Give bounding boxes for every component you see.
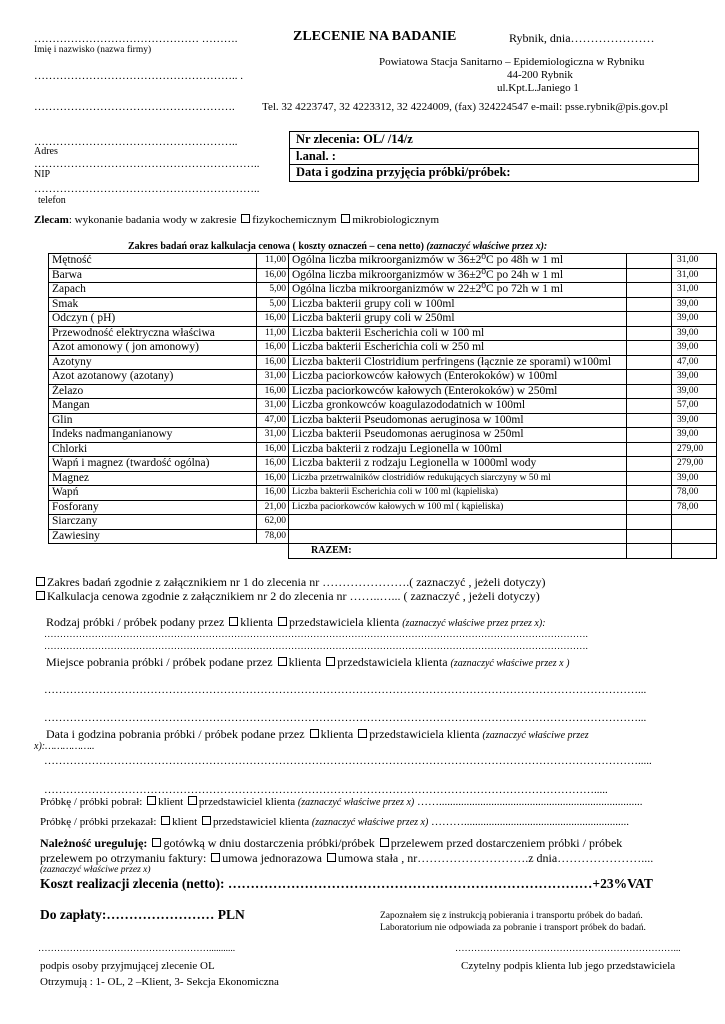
physchem-label: fizykochemicznym [252, 214, 337, 226]
company-dots-line[interactable]: ……………………………………………….. . [34, 70, 243, 82]
address-dots[interactable]: ……………………………………………….. [34, 136, 238, 148]
attachment-calc-checkbox[interactable] [36, 591, 45, 600]
sample-place-text: Miejsce pobrania próbki / próbek podane przez [46, 655, 273, 669]
price-physchem: 5,00 [257, 283, 289, 298]
test-name-microbio[interactable]: Ogólna liczba mikroorganizmów w 22±2⁰C po 72h w 1 ml [289, 283, 627, 298]
sample-date-note-2[interactable] [34, 741, 95, 752]
test-name-physchem[interactable]: Siarczany [49, 515, 257, 530]
name-label: Imię i nazwisko (nazwa firmy) [34, 45, 152, 55]
sample-taken-note: (zaznaczyć właściwe przez x) [297, 797, 415, 808]
test-name-microbio[interactable]: Liczba bakterii Escherichia coli w 100 ml [289, 326, 627, 341]
price-physchem: 16,00 [257, 384, 289, 399]
sample-handed-line [40, 816, 629, 828]
sample-taken-rep-checkbox[interactable] [188, 796, 197, 805]
table-row [49, 500, 717, 515]
order-box [289, 131, 699, 182]
sample-place-client-label: klienta [288, 655, 322, 669]
payment-invoice-text: przelewem po otrzymaniu faktury: [40, 851, 207, 865]
price-physchem: 31,00 [257, 399, 289, 414]
sample-taken-dots[interactable]: …….......................................................................... [417, 796, 643, 808]
price-physchem: 5,00 [257, 297, 289, 312]
sample-date-client-checkbox[interactable] [310, 729, 319, 738]
sample-place-client-checkbox[interactable] [278, 657, 287, 666]
price-physchem: 31,00 [257, 428, 289, 443]
mark-cell[interactable] [627, 370, 672, 385]
sample-date-dots-1[interactable]: ………………………………………………………………………………………………………………………………………………..... [44, 755, 652, 767]
price-microbio: 39,00 [672, 297, 717, 312]
table-row [49, 529, 717, 544]
phone-dots[interactable]: …………………………………………………….. [34, 183, 260, 195]
table-row [49, 268, 717, 283]
price-physchem: 11,00 [257, 254, 289, 269]
institution-contacts: Tel. 32 4223747, 32 4223312, 32 4224009, (fax) 324224547 e-mail: psse.rybnik@pis.gov.pl [262, 101, 669, 113]
mark-cell[interactable] [627, 268, 672, 283]
price-microbio: 31,00 [672, 283, 717, 298]
payment-single-label: umowa jednorazowa [222, 851, 322, 865]
test-name-microbio[interactable] [289, 515, 627, 530]
mark-cell[interactable] [627, 471, 672, 486]
payment-cash-checkbox[interactable] [152, 838, 161, 847]
price-physchem: 16,00 [257, 312, 289, 327]
test-name-microbio[interactable]: Liczba bakterii grupy coli w 250ml [289, 312, 627, 327]
tests-table [48, 253, 717, 559]
sample-date-line [46, 727, 589, 742]
price-physchem: 16,00 [257, 457, 289, 472]
payment-transfer-label: przelewem przed dostarczeniem próbki / próbek [390, 836, 623, 850]
table-row [49, 254, 717, 269]
price-microbio [672, 529, 717, 544]
mark-cell[interactable] [627, 428, 672, 443]
price-microbio: 39,00 [672, 384, 717, 399]
table-row [49, 442, 717, 457]
microbio-checkbox[interactable] [341, 214, 350, 223]
test-name-physchem[interactable]: Wapń [49, 486, 257, 501]
commission-label: Zlecam [34, 214, 69, 226]
table-row [49, 486, 717, 501]
place-date[interactable]: Rybnik, dnia………………… [509, 31, 655, 45]
page-title: ZLECENIE NA BADANIE [293, 29, 457, 44]
mark-cell[interactable] [627, 515, 672, 530]
price-microbio: 39,00 [672, 428, 717, 443]
price-microbio: 39,00 [672, 370, 717, 385]
price-microbio: 78,00 [672, 486, 717, 501]
signature-right-label: Czytelny podpis klienta lub jego przedstawiciela [461, 960, 676, 972]
test-name-physchem[interactable]: Smak [49, 297, 257, 312]
sample-date-note-2-text: x):…………….. [34, 741, 95, 752]
test-name-microbio[interactable]: Liczba bakterii Pseudomonas aeruginosa w 100ml [289, 413, 627, 428]
price-microbio: 279,00 [672, 442, 717, 457]
total-spacer [49, 544, 257, 559]
test-name-microbio[interactable]: Liczba paciorkowców kałowych (Enterokoków) w 100ml [289, 370, 627, 385]
price-physchem: 16,00 [257, 442, 289, 457]
order-number[interactable]: Nr zlecenia: OL/ /14/z [290, 132, 698, 149]
mark-cell[interactable] [627, 457, 672, 472]
test-name-physchem[interactable]: Magnez [49, 471, 257, 486]
mark-cell[interactable] [627, 326, 672, 341]
test-name-physchem[interactable]: Glin [49, 413, 257, 428]
company-dots-line-2[interactable]: ………………………………………………. [34, 101, 235, 113]
payment-permanent-checkbox[interactable] [327, 853, 336, 862]
sample-taken-client-label: klient [158, 796, 184, 808]
mark-cell[interactable] [627, 283, 672, 298]
table-row [49, 355, 717, 370]
test-name-microbio[interactable]: Liczba bakterii Clostridium perfringens (łącznie ze sporami) w100ml [289, 355, 627, 370]
sample-taken-text: Próbkę / próbki pobrał: [40, 796, 143, 808]
instruction-info-1: Zapoznałem się z instrukcją pobierania i transportu próbek do badań. [380, 911, 643, 921]
sample-handed-client-checkbox[interactable] [161, 816, 170, 825]
signature-right-dots[interactable]: ……………………………………………………………... [455, 944, 681, 954]
sample-taken-line [40, 796, 643, 808]
table-row [49, 428, 717, 443]
instruction-info-2: Laboratorium nie odpowiada za pobranie i transport próbek do badań. [380, 923, 646, 933]
total-label: RAZEM: [289, 544, 627, 559]
mark-cell[interactable] [627, 312, 672, 327]
price-physchem: 31,00 [257, 370, 289, 385]
sample-type-text: Rodzaj próbki / próbek podany przez [46, 615, 225, 629]
sample-type-note: (zaznaczyć właściwe przez przez x): [402, 618, 546, 629]
sample-type-client-checkbox[interactable] [229, 617, 238, 626]
payment-transfer-checkbox[interactable] [380, 838, 389, 847]
institution-street: ul.Kpt.L.Janiego 1 [497, 82, 579, 94]
test-name-microbio[interactable]: Ogólna liczba mikroorganizmów w 36±2⁰C po 24h w 1 ml [289, 268, 627, 283]
table-row [49, 457, 717, 472]
payment-label: Należność ureguluję: [40, 836, 148, 850]
price-microbio: 39,00 [672, 471, 717, 486]
to-pay-line[interactable]: Do zapłaty:…………………… PLN [40, 907, 245, 922]
total-mark-cell[interactable] [627, 544, 672, 559]
payment-single-checkbox[interactable] [211, 853, 220, 862]
mark-cell[interactable] [627, 500, 672, 515]
price-physchem: 16,00 [257, 355, 289, 370]
price-microbio: 31,00 [672, 268, 717, 283]
table-caption [128, 241, 547, 252]
sample-taken-rep-label: przedstawiciel klienta [198, 796, 296, 808]
name-dots[interactable]: ……………………………………… ………. [34, 33, 238, 45]
price-microbio: 39,00 [672, 326, 717, 341]
test-name-physchem[interactable]: Zapach [49, 283, 257, 298]
price-microbio: 47,00 [672, 355, 717, 370]
microbio-label: mikrobiologicznym [352, 214, 440, 226]
test-name-microbio[interactable]: Liczba bakterii Pseudomonas aeruginosa w 250ml [289, 428, 627, 443]
price-physchem: 21,00 [257, 500, 289, 515]
test-name-microbio[interactable]: Liczba paciorkowców kałowych (Enterokoków) w 250ml [289, 384, 627, 399]
test-name-physchem[interactable]: Odczyn ( pH) [49, 312, 257, 327]
price-physchem: 16,00 [257, 486, 289, 501]
price-microbio: 78,00 [672, 500, 717, 515]
test-name-physchem[interactable]: Fosforany [49, 500, 257, 515]
institution-city: 44-200 Rybnik [507, 69, 573, 81]
test-name-microbio[interactable]: Liczba paciorkowców kałowych w 100 ml ( kąpieliska) [289, 500, 627, 515]
table-row [49, 399, 717, 414]
table-row [49, 471, 717, 486]
table-row [49, 413, 717, 428]
test-name-physchem[interactable]: Wapń i magnez (twardość ogólna) [49, 457, 257, 472]
signature-left-dots[interactable]: ………………………………………………........... [38, 944, 236, 954]
payment-permanent-label[interactable]: umowa stała , nr……………………….z dnia………………….... [337, 851, 654, 865]
test-name-microbio[interactable]: Liczba gronkowców koagulazododatnich w 100ml [289, 399, 627, 414]
test-name-physchem[interactable]: Azot azotanowy (azotany) [49, 370, 257, 385]
institution-name: Powiatowa Stacja Sanitarno – Epidemiologiczna w Rybniku [379, 56, 645, 68]
total-value[interactable] [672, 544, 717, 559]
table-row [49, 384, 717, 399]
sample-handed-dots[interactable]: ………............................................................ [431, 816, 630, 828]
test-name-microbio[interactable]: Liczba bakterii grupy coli w 100ml [289, 297, 627, 312]
total-row [49, 544, 717, 559]
table-row [49, 341, 717, 356]
price-physchem: 16,00 [257, 471, 289, 486]
price-microbio: 39,00 [672, 413, 717, 428]
mark-cell[interactable] [627, 399, 672, 414]
test-name-physchem[interactable]: Przewodność elektryczna właściwa [49, 326, 257, 341]
sample-handed-text: Próbkę / próbki przekazał: [40, 816, 157, 828]
price-physchem: 16,00 [257, 341, 289, 356]
sample-handed-note: (zaznaczyć właściwe przez x) [311, 817, 429, 828]
attachment-scope-text: Zakres badań zgodnie z załącznikiem nr 1 do zlecenia nr ………………….( zaznaczyć , jeżeli dotyczy) [47, 575, 546, 589]
nip-dots[interactable]: …………………………………………………….. [34, 158, 260, 170]
attachment-calc-line [34, 589, 540, 604]
payment-line-2 [40, 851, 653, 866]
attachment-calc-text: Kalkulacja cenowa zgodnie z załącznikiem nr 2 do zlecenia nr ……..…... ( zaznaczyć , jeżeli dotyczy) [47, 589, 540, 603]
copies-note: Otrzymują : 1- OL, 2 –Klient, 3- Sekcja Ekonomiczna [40, 976, 279, 988]
mark-cell[interactable] [627, 529, 672, 544]
price-microbio: 279,00 [672, 457, 717, 472]
sample-date-rep-checkbox[interactable] [358, 729, 367, 738]
mark-cell[interactable] [627, 341, 672, 356]
table-caption-text: Zakres badań oraz kalkulacja cenowa ( koszty oznaczeń – cena netto) [128, 241, 424, 252]
test-name-physchem[interactable]: Azot amonowy ( jon amonowy) [49, 341, 257, 356]
mark-cell[interactable] [627, 486, 672, 501]
sample-date-note: (zaznaczyć właściwe przez [482, 730, 589, 741]
sample-date-dots-2[interactable]: ……………………………………………………………………………………………………………………………………..... [44, 784, 608, 796]
payment-note: (zaznaczyć właściwe przez x) [40, 865, 151, 875]
price-physchem: 47,00 [257, 413, 289, 428]
sample-date-rep-label: przedstawiciela klienta [369, 727, 480, 741]
sample-type-line [46, 615, 546, 630]
price-physchem: 11,00 [257, 326, 289, 341]
test-name-microbio[interactable]: Liczba przetrwalników clostridiów redukujących siarczyny w 50 ml [289, 471, 627, 486]
sample-date-client-label: klienta [320, 727, 354, 741]
sample-date-text: Data i godzina pobrania próbki / próbek podane przez [46, 727, 305, 741]
phone-label: telefon [38, 195, 66, 206]
table-row [49, 370, 717, 385]
analysis-number[interactable]: l.anal. : [290, 149, 698, 166]
test-name-microbio[interactable]: Liczba bakterii Escherichia coli w 250 ml [289, 341, 627, 356]
sample-handed-rep-checkbox[interactable] [202, 816, 211, 825]
payment-line-1 [40, 836, 622, 851]
test-name-physchem[interactable]: Żelazo [49, 384, 257, 399]
nip-label: NIP [34, 169, 51, 180]
sample-taken-client-checkbox[interactable] [147, 796, 156, 805]
sample-place-rep-label: przedstawiciela klienta [337, 655, 448, 669]
sample-place-rep-checkbox[interactable] [326, 657, 335, 666]
payment-cash-label: gotówką w dniu dostarczenia próbki/próbek [163, 836, 375, 850]
attachment-scope-checkbox[interactable] [36, 577, 45, 586]
test-name-physchem[interactable]: Mętność [49, 254, 257, 269]
sample-type-rep-label: przedstawiciela klienta [288, 615, 400, 629]
price-physchem: 62,00 [257, 515, 289, 530]
total-spacer [257, 544, 289, 559]
cost-line[interactable]: Koszt realizacji zlecenia (netto): ………………………………………………………………………+23%VAT [40, 876, 653, 891]
address-label: Adres [34, 146, 58, 157]
sample-place-dots-1[interactable]: ………………………………………………………………………………………………………………………………………………... [44, 684, 647, 696]
price-physchem: 16,00 [257, 268, 289, 283]
price-microbio: 39,00 [672, 312, 717, 327]
table-row [49, 515, 717, 530]
price-microbio: 39,00 [672, 341, 717, 356]
sample-place-line [46, 655, 569, 670]
table-caption-note: (zaznaczyć właściwe przez x): [426, 241, 548, 252]
sample-type-dots-2[interactable]: ………………………………………………………………………………………………………………………………………………………. [44, 642, 588, 652]
sample-place-dots-2[interactable]: ………………………………………………………………………………………………………………………………………………... [44, 712, 647, 724]
test-name-microbio[interactable]: Liczba bakterii z rodzaju Legionella w 100ml [289, 442, 627, 457]
test-name-microbio[interactable]: Liczba bakterii z rodzaju Legionella w 1000ml wody [289, 457, 627, 472]
sample-handed-rep-label: przedstawiciel klienta [212, 816, 310, 828]
table-row [49, 283, 717, 298]
commission-line [34, 214, 439, 226]
test-name-microbio[interactable] [289, 529, 627, 544]
price-microbio [672, 515, 717, 530]
sample-type-client-label: klienta [240, 615, 273, 629]
sample-type-dots-1[interactable]: ………………………………………………………………………………………………………………………………………………………. [44, 630, 588, 640]
test-name-physchem[interactable]: Zawiesiny [49, 529, 257, 544]
test-name-physchem[interactable]: Indeks nadmanganianowy [49, 428, 257, 443]
mark-cell[interactable] [627, 413, 672, 428]
test-name-physchem[interactable]: Azotyny [49, 355, 257, 370]
price-physchem: 78,00 [257, 529, 289, 544]
attachment-scope-line [34, 575, 545, 590]
sample-type-rep-checkbox[interactable] [278, 617, 287, 626]
received-datetime[interactable]: Data i godzina przyjęcia próbki/próbek: [296, 165, 511, 179]
commission-text: : wykonanie badania wody w zakresie [68, 214, 237, 226]
table-row [49, 326, 717, 341]
test-name-microbio[interactable]: Liczba bakterii Escherichia coli w 100 ml (kąpieliska) [289, 486, 627, 501]
price-microbio: 57,00 [672, 399, 717, 414]
mark-cell[interactable] [627, 384, 672, 399]
mark-cell[interactable] [627, 297, 672, 312]
mark-cell[interactable] [627, 442, 672, 457]
sample-place-note: (zaznaczyć właściwe przez x ) [450, 658, 570, 669]
test-name-physchem[interactable]: Mangan [49, 399, 257, 414]
physchem-checkbox[interactable] [241, 214, 250, 223]
signature-left-label: podpis osoby przyjmującej zlecenie OL [40, 960, 215, 972]
test-name-physchem[interactable]: Chlorki [49, 442, 257, 457]
mark-cell[interactable] [627, 254, 672, 269]
price-microbio: 31,00 [672, 254, 717, 269]
mark-cell[interactable] [627, 355, 672, 370]
test-name-physchem[interactable]: Barwa [49, 268, 257, 283]
test-name-microbio[interactable]: Ogólna liczba mikroorganizmów w 36±2⁰C po 48h w 1 ml [289, 254, 627, 269]
table-row [49, 312, 717, 327]
sample-handed-client-label: klient [172, 816, 198, 828]
table-row [49, 297, 717, 312]
